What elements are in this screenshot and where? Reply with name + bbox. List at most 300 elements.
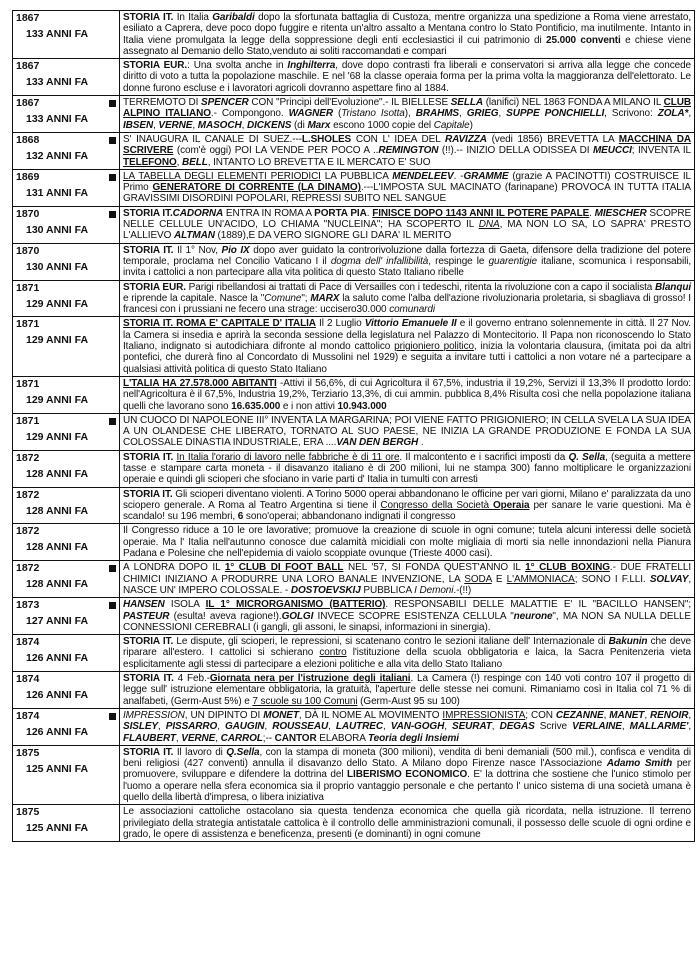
event-text-segment: . E' la dottrina che sostiene che l'unico stimolo per l'uomo a operare nella sfera economica sia il proprio vantaggio personale e che pertanto l' unico sistema di una società umana è quello della libertà d'impresa, o libera iniziativa (123, 769, 692, 803)
event-text-segment: In Italia l'orario di lavoro nelle fabbriche è di 11 ore (176, 451, 400, 463)
year-cell (13, 598, 120, 635)
years-ago-label: 131 ANNI FA (26, 186, 89, 199)
event-text-segment: SUPPE PONCHIELLI (506, 108, 605, 120)
event-text-segment: STORIA IT. (123, 636, 174, 648)
timeline-row (13, 708, 695, 745)
event-text-segment: INVECE SCOPRE ESISTENZA CELLULA " (313, 610, 514, 622)
year-label: 1871 (16, 318, 40, 331)
year-cell (13, 59, 120, 96)
event-text-segment: Gli scioperi diventano violenti. A Torino 5000 operai abbandonano le officine per vari giorni, Milano e' paralizzata da uno sciopero generale. A Roma al Teatro Argentina si tiene il (123, 488, 692, 511)
event-text-segment: , (215, 732, 221, 744)
event-text-segment: ROUSSEAU (272, 721, 329, 733)
year-cell (13, 413, 120, 450)
event-text-segment: , (192, 119, 198, 131)
years-ago-label: 133 ANNI FA (26, 113, 89, 126)
event-text-segment: REMINGTON (378, 145, 439, 157)
event-text-segment: STORIA IT. (123, 488, 173, 500)
timeline-row (13, 413, 695, 450)
event-text-segment: LA PUBBLICA (320, 170, 393, 182)
event-text-segment: Teoria degli Insiemi (367, 732, 459, 744)
event-text-segment: L'AMMONIACA (506, 573, 575, 585)
timeline-table (12, 10, 695, 842)
years-ago-label: 128 ANNI FA (26, 467, 89, 480)
year-label: 1867 (16, 60, 40, 73)
years-ago-label: 127 ANNI FA (26, 615, 89, 628)
event-text-segment: (grazie A PACINOTTI) COSTRUISCE IL Primo (123, 170, 691, 194)
event-text-segment: (com'è oggi) POI LA VENDE PER POCO A .. (173, 145, 379, 157)
timeline-row (13, 317, 695, 376)
year-label: 1872 (16, 451, 40, 464)
event-text-segment: Il 2 Luglio (315, 318, 365, 330)
event-text-segment: STORIA IT. (123, 746, 174, 758)
event-text-segment: TERREMOTO DI (123, 97, 202, 109)
event-text-segment: IMPRESSION (123, 709, 185, 721)
event-text-segment: 4 Feb.- (173, 673, 210, 685)
year-label: 1870 (16, 244, 40, 257)
event-text-segment: Bakunin (608, 636, 648, 648)
event-text-cell (120, 672, 695, 709)
years-ago-label: 129 ANNI FA (26, 297, 89, 310)
year-label: 1874 (16, 709, 40, 722)
event-text-segment: GAUGIN (225, 721, 265, 733)
event-text-segment: 1° CLUB BOXING (525, 562, 610, 574)
event-text-segment: Pio IX (221, 244, 250, 256)
event-text-segment: , (621, 721, 630, 733)
event-text-segment: l'istituzione della scuola obbligatoria e laica, la Sacra Penitenzeria vieta esplicitamente agli stessi di partecipare a elezioni politiche e alla vita dello Stato Italiano (123, 647, 691, 670)
timeline-row (13, 672, 695, 709)
years-ago-label: 130 ANNI FA (26, 260, 89, 273)
event-text-segment: Tristano Isotta (341, 108, 405, 120)
timeline-row (13, 280, 695, 317)
years-ago-label: 128 ANNI FA (26, 541, 89, 554)
event-text-segment: "; (301, 292, 311, 304)
event-text-segment: , (328, 721, 336, 733)
timeline-row (13, 635, 695, 672)
year-cell (13, 280, 120, 317)
event-text-segment: CON L' IDEA DEL (351, 133, 445, 145)
year-cell (13, 450, 120, 487)
event-text-segment: Il lavoro di (173, 746, 227, 758)
event-text-segment: ", MA NON SA NULLA DELLE CONNESSIONI CEREBRALI (i gangli, gli assoni, le sinapsi, informazioni in sinergia). (123, 610, 691, 633)
event-text-segment: che deve riparare all'estero. I cattolici si schierano (123, 636, 692, 659)
event-text-segment: SELLA (450, 97, 483, 109)
event-text-segment: e i non attivi (280, 400, 338, 412)
event-text-segment: MIESCHER (594, 207, 647, 219)
years-ago-label: 128 ANNI FA (26, 504, 89, 517)
event-text-segment: , (157, 721, 166, 733)
event-text-segment: prigioniero politico (394, 341, 474, 353)
timeline-rows (13, 11, 695, 842)
event-text-segment: WAGNER (288, 108, 333, 120)
event-text-segment: IMPRESSIONISTA (442, 709, 526, 721)
year-cell (13, 169, 120, 206)
event-text-segment: : Una svolta anche in (187, 60, 288, 72)
event-text-segment: dogma dell' infallibilità (330, 255, 429, 267)
timeline-row (13, 243, 695, 280)
event-text-segment: e chiese viene assegnato al Demanio dello Stato,venduto ai soliti raccomandati e compari (123, 34, 691, 57)
event-text-segment: GENERATORE DI CORRENTE (LA DINAMO) (152, 182, 361, 194)
event-text-segment: (Germ-Aust 95 su 100) (357, 695, 460, 707)
years-ago-label: 126 ANNI FA (26, 689, 89, 702)
event-text-segment: S' INAUGURA IL CANALE DI SUEZ.--- (123, 133, 302, 145)
square-bullet-icon (109, 137, 116, 144)
year-cell (13, 206, 120, 243)
event-text-cell (120, 280, 695, 317)
year-label: 1873 (16, 599, 40, 612)
event-text-segment: 6 (237, 511, 244, 523)
years-ago-label: 126 ANNI FA (26, 652, 89, 665)
event-text-segment: e riprende la capitale. Nasce la " (123, 292, 265, 304)
years-ago-label: 130 ANNI FA (26, 223, 89, 236)
event-text-segment: VAN-GOGH (390, 721, 445, 733)
event-text-segment: guarentigie (488, 255, 537, 267)
event-text-segment: RENOIR (650, 709, 689, 721)
event-text-segment: ; SONO I F.LLI. (574, 573, 650, 585)
timeline-row (13, 524, 695, 561)
event-text-segment: STORIA IT. (123, 12, 174, 23)
event-text-segment: e il governo entrano solennemente in città. Il 27 Nov. la Camera si insedia e aprirà la seconda sessione della legislatura nel Palazzo di Montecitorio. Il Papa non riconoscendo lo Stato Italiano, indignato si autodichiara difronte al mondo cattolico (123, 318, 691, 353)
event-text-segment: . - (453, 170, 464, 182)
event-text-segment: , (459, 108, 467, 120)
event-text-segment: Vittorio Emanuele II (364, 318, 457, 330)
event-text-segment: ) (469, 119, 473, 131)
event-text-segment: , Scrivono: (604, 108, 658, 120)
year-label: 1867 (16, 12, 40, 24)
event-text-segment: ( (333, 108, 342, 120)
timeline-row (13, 598, 695, 635)
event-text-segment: (di (291, 119, 308, 131)
year-cell (13, 243, 120, 280)
event-text-segment: Operaia (492, 499, 530, 511)
event-text-segment: 7 scuole su 100 Comuni (252, 695, 358, 707)
event-text-segment: , (264, 721, 273, 733)
event-text-segment: , dove dopo contrasti fra liberali e conservatori si arriva alla legge che concede diritto di voto a tutta la popolazione maschile. E nel '68 la classe operaia forma per la prima volta la maggioranza dell'elettorato. Le donne furono escluse e i lavoratori agricoli dovranno aspettare fino al 1884. (123, 60, 692, 94)
year-cell (13, 96, 120, 133)
event-text-segment: Q.Sella (226, 746, 260, 758)
event-text-segment: PASTEUR (123, 610, 170, 622)
timeline-row (13, 132, 695, 169)
event-text-segment: , (444, 721, 453, 733)
event-text-segment: LA TABELLA DEGLI ELEMENTI PERIODICI (123, 170, 321, 182)
year-label: 1874 (16, 636, 40, 649)
event-text-segment: escono 1000 copie del (330, 119, 434, 131)
year-cell (13, 317, 120, 376)
event-text-segment: Il Congresso riduce a 10 le ore lavorative; promuove la creazione di scuole in ogni comune; tutela alcuni interessi delle società operaie. Ma l' Italia nell'autunno conosce due calamità micidiali con molte migliaia di morti sia nelle innondazioni nella Pianura Padana e Polesine che nell'epidemia di vaiolo scoppiate ovunque (Trieste 4000 casi). (123, 525, 691, 560)
event-text-segment: (1889),E DA VERO SIGNORE GLI DARA' IL MERITO (214, 230, 452, 242)
event-text-segment: TELEFONO (123, 156, 177, 168)
event-text-segment: IBSEN (123, 119, 154, 131)
square-bullet-icon (109, 713, 116, 720)
event-text-segment: , (688, 108, 691, 120)
year-label: 1874 (16, 673, 40, 686)
event-text-segment: CEZANNE (555, 709, 604, 721)
event-text-segment: ; INVENTA IL (631, 145, 691, 157)
event-text-segment: IL 1° MICRORGANISMO (BATTERIO) (205, 599, 386, 611)
event-text-segment: 16.635.000 (231, 400, 281, 412)
square-bullet-icon (109, 418, 116, 425)
event-text-segment: DICKENS (246, 119, 292, 131)
event-text-segment: . Il malcontento e i sacrifici imposti da (399, 451, 569, 463)
event-text-segment: contro (319, 647, 347, 659)
year-label: 1870 (16, 207, 40, 220)
square-bullet-icon (109, 565, 116, 572)
event-text-segment: VERLAINE (572, 721, 622, 733)
event-text-segment: PORTA PIA (314, 207, 367, 219)
event-text-segment: DOSTOEVSKIJ (290, 584, 361, 596)
event-text-segment: , (688, 721, 692, 733)
event-text-segment: , (688, 709, 692, 721)
years-ago-label: 132 ANNI FA (26, 149, 89, 162)
event-text-segment: dopo aver guidato la controrivoluzione dalla fortezza di Gaeta, difensore della tradizione del potere temporale, proclama nel Concilio Vaticano I il (123, 244, 692, 267)
event-text-segment: STORIA IT. (123, 207, 173, 219)
event-text-segment: VERNE (181, 732, 216, 744)
event-text-segment: PISSARRO (165, 721, 218, 733)
event-text-segment: STORIA EUR. (123, 281, 186, 293)
event-text-segment: la saluto come l'alba dell'azione rivoluzionaria proletaria, si sbagliava di grosso! I francesi con i prussiani ne fecero una strage: uccisero30.000 (123, 292, 691, 316)
event-text-segment: In Italia (173, 12, 213, 23)
years-ago-label: 125 ANNI FA (26, 822, 89, 835)
event-text-cell (120, 206, 695, 243)
event-text-segment: -Attivi il 56,6%, di cui Agricoltura il 67,5%, industria il 19,2%, Servizi il 13,3% Il prodotto lordo: nell'Agricoltura è il 67,5%, Industria 19,2%, Terziario 13,3%, di cui ammin. pubblica 8,4% Risulta così che nella popolazione italiana quelli che lavorano sono (123, 377, 691, 412)
event-text-segment: DNA (478, 219, 500, 231)
event-text-segment: FLAUBERT (123, 732, 176, 744)
event-text-cell (120, 96, 695, 133)
year-cell (13, 524, 120, 561)
year-label: 1871 (16, 281, 40, 294)
years-ago-label: 125 ANNI FA (26, 762, 89, 775)
event-text-segment: FINISCE DOPO 1143 ANNI IL POTERE PAPALE (372, 207, 590, 219)
event-text-segment: MASOCH (197, 119, 242, 131)
event-text-cell (120, 635, 695, 672)
event-text-segment: , DÀ IL NOME AL MOVIMENTO (298, 709, 443, 721)
timeline-row (13, 487, 695, 524)
event-text-segment: . La Camera (!) respinge con 140 voti contro 107 il progetto di legge sull' istruzione elementare obbligatoria, la gratuità, l'aperture delle stesse nei comuni. Rimaniamo così in Italia col 71 % di analfabeti, (Germ-Aust 5%) e (123, 673, 692, 707)
event-text-segment: SEURAT (452, 721, 492, 733)
event-text-segment: , (498, 108, 507, 120)
year-label: 1871 (16, 377, 40, 390)
event-text-segment: Garibaldi (212, 12, 255, 23)
event-text-segment: , (176, 156, 183, 168)
event-text-cell (120, 59, 695, 96)
event-text-segment: L'TALIA HA 27.578.000 ABITANTI (123, 377, 277, 389)
year-label: 1875 (16, 746, 40, 759)
event-text-segment: ENTRA IN ROMA A (223, 207, 315, 219)
event-text-segment: UN CUOCO DI NAPOLEONE III° INVENTA LA MARGARINA; POI VIENE FATTO PRIGIONIERO; IN CELLA SVELA LA SUA IDEA A UN OLANDESE CHE LIBERATO, TORNATO AL SUO PAESE, NE INIZIA LA GRANDE PRODUZIONE E FONDA LA SUA COLOSSALE DINASTIA INDUSTRIALE, ERA .... (123, 414, 691, 449)
event-text-segment: italiane, scomunica i responsabili, invita i cattolici a non partecipare alla vita politica di questo Stato Italiano ribelle (123, 255, 692, 279)
year-cell (13, 745, 120, 804)
event-text-segment: Adamo Smith (606, 758, 673, 770)
event-text-segment: GRAMME (463, 170, 509, 182)
event-text-segment: CARROL (220, 732, 263, 744)
event-text-segment: GOLGI (281, 610, 314, 622)
square-bullet-icon (109, 211, 116, 218)
event-text-segment: GRIEG (466, 108, 499, 120)
year-label: 1871 (16, 414, 40, 427)
event-text-segment: Scrive (534, 721, 573, 733)
timeline-row (13, 206, 695, 243)
years-ago-label: 133 ANNI FA (26, 76, 89, 89)
event-text-segment: PUBBLICA (360, 584, 415, 596)
event-text-segment: STORIA IT. ROMA E' CAPITALE D' ITALIA (123, 318, 316, 330)
year-cell (13, 708, 120, 745)
event-text-segment: MALLARME' (629, 721, 689, 733)
year-cell (13, 635, 120, 672)
event-text-segment: Blanqui (655, 281, 692, 293)
event-text-cell (120, 11, 695, 59)
event-text-segment: , (241, 119, 247, 131)
event-text-segment: ELABORA (316, 732, 368, 744)
timeline-row (13, 805, 695, 842)
event-text-segment: LIBERISMO ECONOMICO (347, 769, 468, 781)
event-text-segment: , (217, 721, 225, 733)
year-cell (13, 132, 120, 169)
year-cell (13, 561, 120, 598)
event-text-cell (120, 805, 695, 842)
event-text-segment: . RESPONSABILI DELLE MALATTIE E' IL "BACILLO HANSEN"; (385, 599, 692, 611)
event-text-segment: Congresso della Società (380, 499, 493, 511)
event-text-segment: Comune (264, 292, 302, 304)
year-cell (13, 672, 120, 709)
event-text-segment: LAUTREC (335, 721, 383, 733)
event-text-segment: 10.943.000 (337, 400, 387, 412)
event-text-segment: ;-- (262, 732, 275, 744)
event-text-segment: .-(!!) (453, 584, 472, 596)
event-text-segment: (esulta! aveva ragione!). (169, 610, 282, 622)
event-text-segment: I Demoni (414, 584, 454, 596)
event-text-segment: SCOPRE NELLE CELLULE UN'ACIDO, LO CHIAMA "NUCLEINA"; HA SCOPERTO IL (123, 207, 692, 231)
event-text-cell (120, 708, 695, 745)
timeline-row (13, 376, 695, 413)
year-cell (13, 805, 120, 842)
event-text-segment: CANTOR (274, 732, 317, 744)
event-text-segment: SISLEY (123, 721, 158, 733)
event-text-segment: (!!).-- INIZIO DELLA ODISSEA DI (438, 145, 593, 157)
event-text-cell (120, 317, 695, 376)
event-text-segment: , (153, 119, 159, 131)
years-ago-label: 129 ANNI FA (26, 334, 89, 347)
event-text-segment: VAN DEN BERGH (336, 437, 419, 449)
event-text-segment: MONET (263, 709, 299, 721)
year-label: 1867 (16, 97, 40, 110)
event-text-segment: STORIA EUR. (123, 60, 188, 72)
event-text-segment: CLUB ALPINO ITALIANO (123, 97, 691, 120)
event-text-segment: BELL (182, 156, 208, 168)
event-text-segment: STORIA IT. (123, 673, 174, 685)
event-text-segment: , inizia la volontaria clausura, (imitata poi da altri pontefici, che durerà fino al Concordato di Mussolini nel 1929) e seguita a invitare tutti i cattolici a non votare né a partecipare a qualsiasi attività politica di questo Stato Italiano (123, 341, 692, 375)
event-text-cell (120, 598, 695, 635)
event-text-segment: L.SHOLES (301, 133, 352, 145)
years-ago-label: 129 ANNI FA (26, 430, 89, 443)
event-text-segment: Parigi ribellandosi ai trattati di Pace di Versailles con i tedeschi, ritenta la rivoluzione con a capo il socialista (185, 281, 656, 293)
years-ago-label: 128 ANNI FA (26, 578, 89, 591)
event-text-segment: A LONDRA DOPO IL (123, 562, 225, 574)
square-bullet-icon (109, 174, 116, 181)
event-text-segment: 1° CLUB DI FOOT BALL (224, 562, 344, 574)
square-bullet-icon (109, 602, 116, 609)
event-text-segment: , respinge le (428, 255, 489, 267)
timeline-row (13, 59, 695, 96)
event-text-segment: Q. Sella (568, 451, 606, 463)
event-text-segment: ; CON (525, 709, 556, 721)
event-text-segment: NEL '57, SI FONDA QUEST'ANNO IL (343, 562, 526, 574)
event-text-segment: . (366, 207, 373, 219)
timeline-page (12, 10, 695, 842)
event-text-segment: SPENCER (201, 97, 249, 109)
event-text-cell (120, 132, 695, 169)
event-text-cell (120, 561, 695, 598)
event-text-segment: , con la stampa di moneta (300 milioni), vendita di beni demaniali (500 mil.), confisca e vendita di beni religiosi (427 conventi) annulla il disavanzo dello Stato. A Milano dopo Firenze nasce l'Associazione (123, 746, 692, 770)
event-text-segment: MARX (310, 292, 340, 304)
year-cell (13, 11, 120, 59)
event-text-segment: STORIA IT. (123, 451, 174, 463)
timeline-row (13, 169, 695, 206)
timeline-row (13, 96, 695, 133)
event-text-segment: ISOLA (164, 599, 206, 611)
timeline-row (13, 745, 695, 804)
event-text-segment: MEUCCI (592, 145, 632, 157)
event-text-segment: Marx (307, 119, 331, 131)
event-text-segment: , (382, 721, 391, 733)
event-text-segment: , NASCE UN' IMPERO COLOSSALE. - (123, 573, 691, 596)
event-text-cell (120, 243, 695, 280)
event-text-segment: , (603, 709, 610, 721)
event-text-segment: SOLVAY (649, 573, 689, 585)
event-text-segment: ALTMAN (173, 230, 215, 242)
event-text-segment: , UN DIPINTO DI (184, 709, 264, 721)
event-text-segment: per sanare le varie questioni. Ma è scandalo! su 196 membri, (123, 499, 691, 523)
event-text-segment: .- DUE FRATELLI CHIMICI INIZIANO A PRODURRE UNA LORO BANALE INVENZIONE, LA (123, 562, 692, 585)
year-label: 1875 (16, 806, 40, 819)
event-text-segment: DEGAS (499, 721, 535, 733)
event-text-segment: SODA (464, 573, 492, 585)
event-text-segment: Capitale (433, 119, 470, 131)
year-label: 1868 (16, 133, 40, 146)
event-text-segment: , (175, 732, 182, 744)
event-text-segment: MENDELEEV (392, 170, 454, 182)
event-text-cell (120, 376, 695, 413)
event-text-segment: neurone (513, 610, 553, 622)
event-text-segment: , (644, 709, 651, 721)
event-text-segment: Giornata nera per l'istruzione degli italiani (209, 673, 411, 685)
event-text-segment: 25.000 conventi (546, 34, 621, 46)
year-cell (13, 376, 120, 413)
event-text-segment: HANSEN (123, 599, 165, 611)
event-text-segment: VERNE (158, 119, 193, 131)
event-text-cell (120, 413, 695, 450)
event-text-segment: ZOLA* (657, 108, 689, 120)
event-text-segment: Le associazioni cattoliche ostacolano sia questa tendenza economica che quella già ricordata, nella istruzione. Il terreno privilegiato della strategia antistatale cattolica è il controllo delle amministrazioni comunali, il possesso delle scuole di ogni ordine e grado, le opere di assistenza e beneficenza, presenti (e dominanti) in ogni comune (123, 806, 691, 840)
year-label: 1872 (16, 525, 40, 538)
event-text-segment: MACCHINA DA SCRIVERE (123, 133, 691, 157)
event-text-segment: per promuovere, sviluppare e difendere la dottrina del (123, 758, 691, 781)
event-text-segment: STORIA IT. (123, 244, 174, 256)
square-bullet-icon (109, 100, 116, 107)
event-text-segment: MANET (609, 709, 645, 721)
event-text-segment: Inghilterra (287, 60, 336, 72)
event-text-cell (120, 745, 695, 804)
event-text-segment: , MA NON LO SA, LO SAPRA' PRESTO L'ALLIEVO (123, 219, 691, 242)
event-text-segment: , (seguita a mettere tasse e stampare carta moneta - il disavanzo italiano è di 200 milioni, lui ne stampa 300) fanno moltiplicare le organizzazioni operaie e quindi gli scioperi che sfociano in varie parti d' Italia in tumulti con arresti (123, 451, 692, 486)
event-text-segment: , INTANTO LO BREVETTA E IL MERCATO E' SUO (207, 156, 431, 168)
years-ago-label: 129 ANNI FA (26, 393, 89, 406)
event-text-segment: comunardi (389, 304, 435, 316)
year-cell (13, 487, 120, 524)
event-text-segment: . (589, 207, 595, 219)
event-text-segment: Il 1° Nov, (173, 244, 222, 256)
year-label: 1869 (16, 170, 40, 183)
event-text-segment: RAVIZZA (444, 133, 487, 145)
event-text-cell (120, 487, 695, 524)
